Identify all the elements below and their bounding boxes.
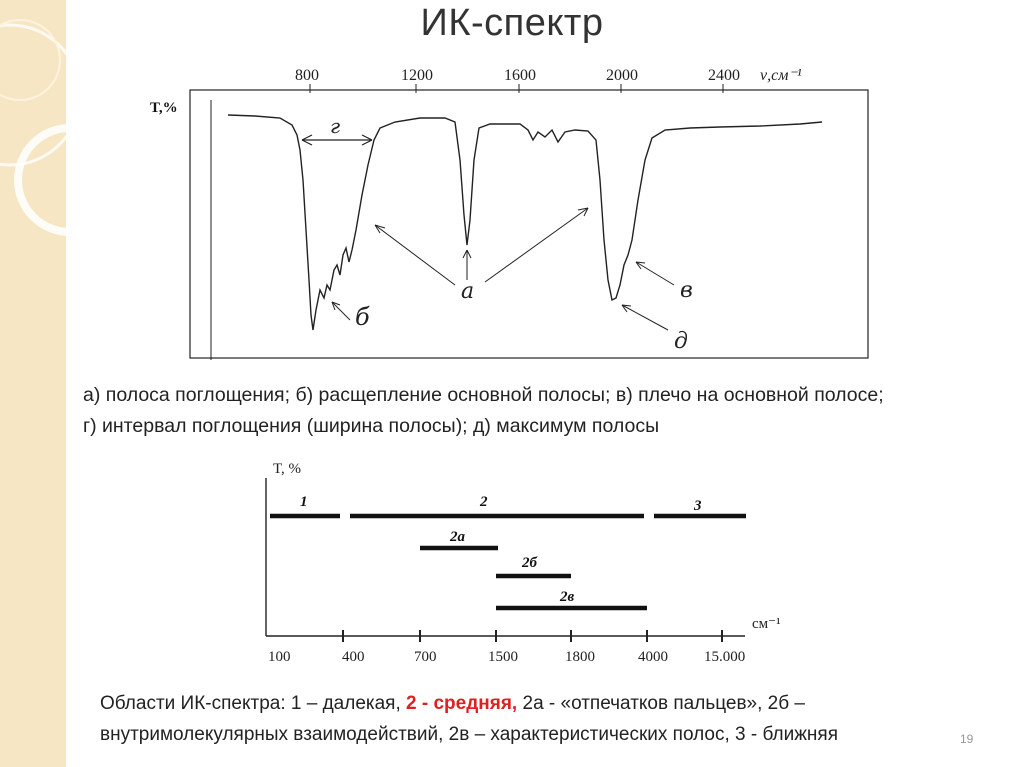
spectrum-x-unit: ν,см⁻¹ <box>760 67 802 84</box>
annotation-v-arrow <box>636 262 674 285</box>
annotation-b-arrow <box>332 302 350 320</box>
regions-tick-label: 1800 <box>565 649 595 665</box>
spectrum-y-label: T,% <box>150 100 178 116</box>
regions-caption-line2: внутримолекулярных взаимодействий, 2в – характеристических полос, 3 - ближняя <box>100 724 838 745</box>
region-labels <box>300 494 702 605</box>
annotation-a: а <box>461 279 475 304</box>
region-label-2v: 2в <box>560 589 575 605</box>
regions-tick-label: 700 <box>414 649 437 665</box>
regions-caption-emphasis: 2 - средняя, <box>406 693 518 714</box>
annotation-b: б <box>355 303 370 331</box>
regions-caption-part2: 2а - «отпечатков пальцев», 2б – <box>517 693 805 714</box>
regions-caption <box>100 688 838 750</box>
spectrum-caption <box>83 380 884 442</box>
spectrum-curve <box>228 115 822 330</box>
spectrum-tick-label: 800 <box>295 67 319 84</box>
spectrum-tick-marks <box>310 84 723 93</box>
regions-tick-label: 400 <box>342 649 365 665</box>
regions-x-unit: см⁻¹ <box>752 616 781 632</box>
regions-tick-label: 1500 <box>488 649 518 665</box>
region-label-2: 2 <box>480 494 488 510</box>
annotation-d: д <box>674 329 688 354</box>
regions-tick-label: 100 <box>268 649 291 665</box>
regions-tick-labels <box>268 649 745 665</box>
slide-title: ИК-спектр <box>420 2 604 44</box>
spectrum-caption-line1: а) полоса поглощения; б) расщепление основной полосы; в) плечо на основной полосе; <box>83 384 884 406</box>
spectrum-caption-line2: г) интервал поглощения (ширина полосы); д) максимум полосы <box>83 415 660 437</box>
spectrum-tick-label: 1600 <box>504 67 536 84</box>
page-number: 19 <box>960 732 974 746</box>
spectrum-x-ticks <box>295 67 802 84</box>
annotation-v: в <box>680 278 693 303</box>
spectrum-frame <box>190 90 868 358</box>
regions-tick-label: 4000 <box>638 649 668 665</box>
region-label-2a: 2а <box>450 529 465 545</box>
spectrum-tick-label: 1200 <box>401 67 433 84</box>
regions-tick-label: 15.000 <box>704 649 746 665</box>
annotation-a-arrows <box>375 208 588 285</box>
spectrum-tick-label: 2000 <box>606 67 638 84</box>
region-label-2b: 2б <box>522 555 537 571</box>
annotation-g: г <box>330 114 341 138</box>
region-label-3: 3 <box>694 498 702 514</box>
annotation-d-arrow <box>622 305 668 330</box>
spectrum-tick-label: 2400 <box>708 67 740 84</box>
regions-caption-line1 <box>100 688 838 719</box>
regions-caption-part1: Области ИК-спектра: 1 – далекая, <box>100 693 407 714</box>
region-bars <box>270 516 746 608</box>
regions-y-label: T, % <box>273 461 302 477</box>
region-label-1: 1 <box>300 494 308 510</box>
